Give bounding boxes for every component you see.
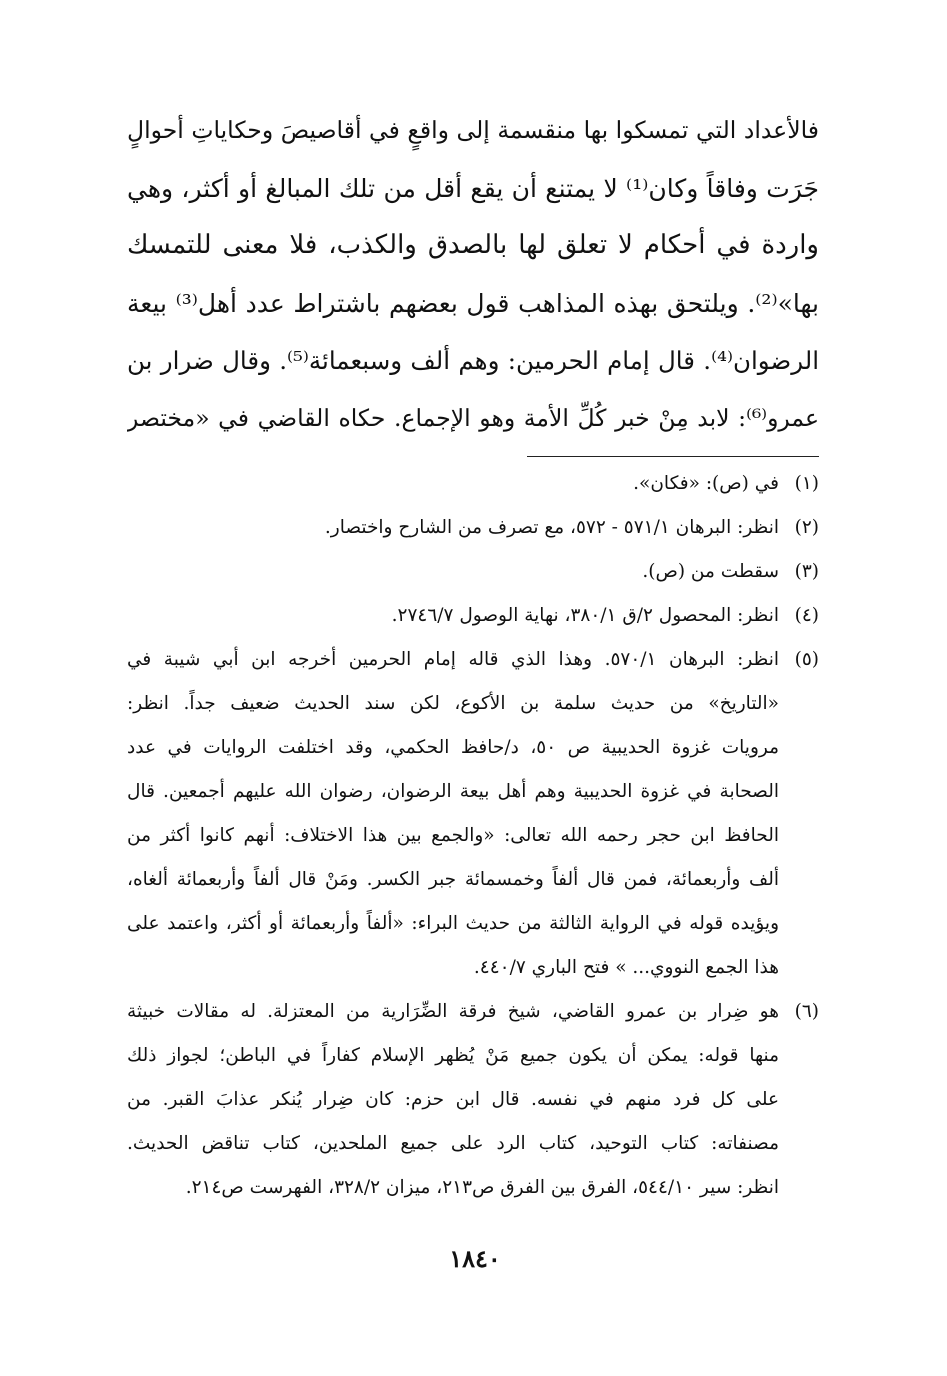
footnote-line: ألف وأربعمائة، فمن قال ألفاً وخمسمائة جبر الكسر. ومَنْ قال ألفاً وأربعمائة ألغاه، [127,869,779,890]
footnote-number: (٥) [794,649,819,670]
footnote-line: ويؤيده قوله في الرواية الثالثة من حديث البراء: «ألفاً وأربعمائة أو أكثر، واعتمد على [127,913,779,934]
footnote-line: الصحابة في غزوة الحديبية وهم أهل بيعة الرضوان، رضوان الله عليهم أجمعين. قال [127,781,779,802]
footnote-1 [127,462,819,506]
main-text-line: واردة في أحكام لا تعلق لها بالصدق والكذب، فلا معنى للتمسك [127,230,819,260]
footnote-line: في (ص): «فكان». [633,473,779,494]
main-text-line: جَرَت وفاقاً وكان⁽¹⁾ لا يمتنع أن يقع أقل من تلك المبالغ أو أكثر، وهي [127,173,819,203]
footnote-line: على كل فرد منهم في نفسه. قال ابن حزم: كان ضِرار يُنكر عذابَ القبر. من [127,1089,779,1110]
footnote-line: سقطت من (ص). [642,561,779,582]
main-text-line: عمرو⁽⁶⁾: لابد مِنْ خبر كُلِّ الأمة وهو الإجماع. حكاه القاضي في «مختصر [127,403,819,432]
footnote-2 [127,506,819,550]
footnote-line: انظر: البرهان ٥٧١/١ - ٥٧٢، مع تصرف من الشارح واختصار. [324,517,779,538]
footnote-6 [127,990,819,1210]
footnote-line: انظر: المحصول ٢/ق ٣٨٠/١، نهاية الوصول ٢٧٤٦/٧. [391,605,779,626]
footnote-number: (٢) [794,517,819,538]
footnote-4 [127,594,819,638]
footnote-line: مصنفاته: كتاب التوحيد، كتاب الرد على جميع الملحدين، كتاب تناقض الحديث. [127,1133,779,1154]
footnote-number: (٦) [794,1001,819,1022]
footnote-line: الحافظ ابن حجر رحمه الله تعالى: «والجمع بين هذا الاختلاف: أنهم كانوا أكثر من [127,825,779,846]
footnote-line: «التاريخ» من حديث سلمة بن الأكوع، لكن سند الحديث ضعيف جداً. انظر: [127,693,779,714]
footnote-number: (١) [794,473,819,494]
footnote-line: انظر: سير ٥٤٤/١٠، الفرق بين الفرق ص٢١٣، ميزان ٣٢٨/٢، الفهرست ص٢١٤. [185,1177,779,1198]
main-text-line: فالأعداد التي تمسكوا بها منقسمة إلى واقعٍ في أقاصيصَ وحكاياتِ أحوالٍ [127,116,819,144]
footnote-line: انظر: البرهان ٥٧٠/١. وهذا الذي قاله إمام الحرمين أخرجه ابن أبي شيبة في [127,649,779,670]
page-number: ١٨٤٠ [449,1244,501,1273]
footnote-number: (٤) [794,605,819,626]
main-text [127,102,819,447]
footnote-divider [527,456,819,457]
main-text-line: بها»⁽²⁾. ويلتحق بهذه المذاهب قول بعضهم باشتراط عدد أهل⁽³⁾ بيعة [127,288,819,318]
main-text-line: الرضوان⁽⁴⁾. قال إمام الحرمين: وهم ألف وسبعمائة⁽⁵⁾. وقال ضرار بن [127,346,819,375]
footnote-5 [127,638,819,990]
footnote-line: هو ضِرار بن عمرو القاضي، شيخ فرقة الضِّرَارية من المعتزلة. له مقالات خبيثة [127,1001,779,1022]
footnote-line: مرويات غزوة الحديبية ص ٥٠، د/حافظ الحكمي، وقد اختلفت الروايات في عدد [127,737,779,758]
footnote-3 [127,550,819,594]
footnote-line: منها قوله: يمكن أن يكون جميع مَنْ يُظهر الإسلام كفاراً في الباطن؛ لجواز ذلك [127,1045,779,1066]
footnote-line: هذا الجمع النووي... » فتح الباري ٤٤٠/٧. [473,957,779,978]
footnotes [127,462,819,1210]
footnote-number: (٣) [794,561,819,582]
